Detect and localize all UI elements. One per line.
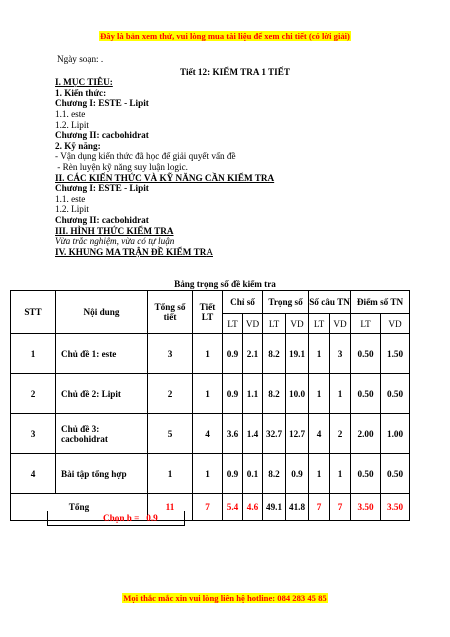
cell-questions-lt: 4 [309,414,330,454]
header-points: Điểm số TN [351,291,410,314]
skill-item-1: - Vận dụng kiến thức đã học để giải quyết vấn đề [55,151,236,162]
weight-table [10,290,410,521]
cell-questions-vd: 3 [330,334,351,374]
chapter-2: Chương II: cacbohidrat [55,130,149,141]
table-row [11,334,410,374]
cell-weight-lt: 8.2 [263,374,286,414]
cell-questions-lt: 1 [309,374,330,414]
cell-questions-vd: 1 [330,454,351,494]
choose-h-text [103,513,158,523]
cell-weight-lt: 8.2 [263,454,286,494]
total-weight-vd: 41.8 [286,494,309,521]
cell-ratio-vd: 0.1 [243,454,263,494]
sub-ratio-vd: VD [243,314,263,334]
skill-item-2: - Rèn luyện kỹ năng suy luận logic. [55,161,188,172]
total-questions-vd: 7 [330,494,351,521]
header-stt: STT [11,291,56,334]
top-banner-text: Đây là bản xem thử, vui lòng mua tài liệu để xem chi tiết (có lời giải) [100,31,350,41]
section-matrix-text: IV. KHUNG MA TRẬN ĐỀ KIỂM TR [55,246,207,257]
cell-weight-vd: 12.7 [286,414,309,454]
cell-points-vd: 1.50 [381,334,410,374]
header-content: Nội dung [56,291,148,334]
sub-questions-lt: LT [309,314,330,334]
date-line: Ngày soạn: . [57,54,104,64]
cell-weight-lt: 32.7 [263,414,286,454]
cell-questions-vd: 2 [330,414,351,454]
subsection-knowledge: 1. Kiến thức: [55,87,107,98]
cell-total: 2 [148,374,193,414]
cell-lt: 4 [193,414,223,454]
cell-ratio-vd: 1.1 [243,374,263,414]
chapter-1-item-este: 1.1. este [55,108,86,119]
total-weight-lt: 49.1 [263,494,286,521]
header-weight: Trọng số [263,291,309,314]
subsection-skills: 2. Kỹ năng: [55,140,101,151]
cell-lt: 1 [193,374,223,414]
table-row [11,454,410,494]
cell-weight-vd: 19.1 [286,334,309,374]
top-banner [0,26,450,44]
header-ratio: Chỉ số [223,291,263,314]
cell-ratio-vd: 2.1 [243,334,263,374]
cell-points-lt: 0.50 [351,454,381,494]
s2-chapter-2: Chương II: cacbohidrat [55,214,149,225]
sub-questions-vd: VD [330,314,351,334]
cell-points-lt: 0.50 [351,334,381,374]
cell-ratio-vd: 1.4 [243,414,263,454]
table-row [11,374,410,414]
choose-h-label: Chọn h = [103,513,140,523]
cell-points-vd: 1.00 [381,414,410,454]
chapter-1-item-lipit: 1.2. Lipit [55,119,89,130]
section-objectives: I. MỤC TIÊU: [55,77,113,88]
cell-questions-lt: 1 [309,334,330,374]
cell-stt: 2 [11,374,56,414]
cell-stt: 4 [11,454,56,494]
chapter-1: Chương I: ESTE - Lipit [55,98,149,109]
document-body [55,54,415,257]
cell-ratio-lt: 0.9 [223,454,243,494]
total-label: Tổng [11,494,148,521]
lesson-title: Tiết 12: KIỂM TRA 1 TIẾT [179,66,290,77]
bottom-banner [0,588,450,606]
total-lt: 7 [193,494,223,521]
cell-questions-lt: 1 [309,454,330,494]
section-test-format: III. HÌNH THỨC KIỂM TRA [55,225,174,236]
bottom-banner-text: Mọi thắc mắc xin vui lòng liên hệ hotline: 084 283 45 85 [123,593,327,603]
header-theory-periods: Tiết LT [193,291,223,334]
cell-weight-vd: 10.0 [286,374,309,414]
cell-name: Chủ đề 1: este [56,334,148,374]
choose-h-value: 0.9 [146,513,158,523]
sub-points-vd: VD [381,314,410,334]
cell-name: Chủ đề 2: Lipit [56,374,148,414]
cell-stt: 3 [11,414,56,454]
cell-ratio-lt: 3.6 [223,414,243,454]
cell-name: Bài tập tổng hợp [56,454,148,494]
section-knowledge-skills: II. CÁC KIẾN THỨC VÀ KỸ NĂNG CẦN KIỂM TRA [55,172,275,183]
section-matrix [55,247,415,258]
total-periods: 11 [148,494,193,521]
header-questions: Số câu TN [309,291,351,314]
s2-chapter-1-item-lipit: 1.2. Lipit [55,204,89,215]
cell-questions-vd: 1 [330,374,351,414]
s2-chapter-1: Chương I: ESTE - Lipit [55,183,149,194]
total-ratio-lt: 5.4 [223,494,243,521]
cell-points-lt: 0.50 [351,374,381,414]
table-row [11,414,410,454]
cell-lt: 1 [193,334,223,374]
sub-points-lt: LT [351,314,381,334]
cell-weight-vd: 0.9 [286,454,309,494]
cell-points-vd: 0.50 [381,454,410,494]
cell-ratio-lt: 0.9 [223,334,243,374]
sub-weight-lt: LT [263,314,286,334]
cell-total: 3 [148,334,193,374]
total-points-lt: 3.50 [351,494,381,521]
cell-ratio-lt: 0.9 [223,374,243,414]
test-format-text: Vừa trắc nghiệm, vừa có tự luận [55,236,175,247]
cell-points-lt: 2.00 [351,414,381,454]
s2-chapter-1-item-este: 1.1. este [55,193,86,204]
cell-points-vd: 0.50 [381,374,410,414]
total-questions-lt: 7 [309,494,330,521]
section-matrix-tail: A [206,246,213,257]
header-total-periods: Tổng số tiết [148,291,193,334]
cell-name: Chủ đề 3: cacbohidrat [56,414,148,454]
choose-h-box [47,511,185,526]
cell-lt: 1 [193,454,223,494]
total-ratio-vd: 4.6 [243,494,263,521]
table-header-row [11,291,410,314]
cell-total: 5 [148,414,193,454]
cell-weight-lt: 8.2 [263,334,286,374]
table-caption: Bảng trọng số đề kiểm tra [174,279,276,289]
cell-stt: 1 [11,334,56,374]
sub-weight-vd: VD [286,314,309,334]
sub-ratio-lt: LT [223,314,243,334]
cell-total: 1 [148,454,193,494]
total-points-vd: 3.50 [381,494,410,521]
